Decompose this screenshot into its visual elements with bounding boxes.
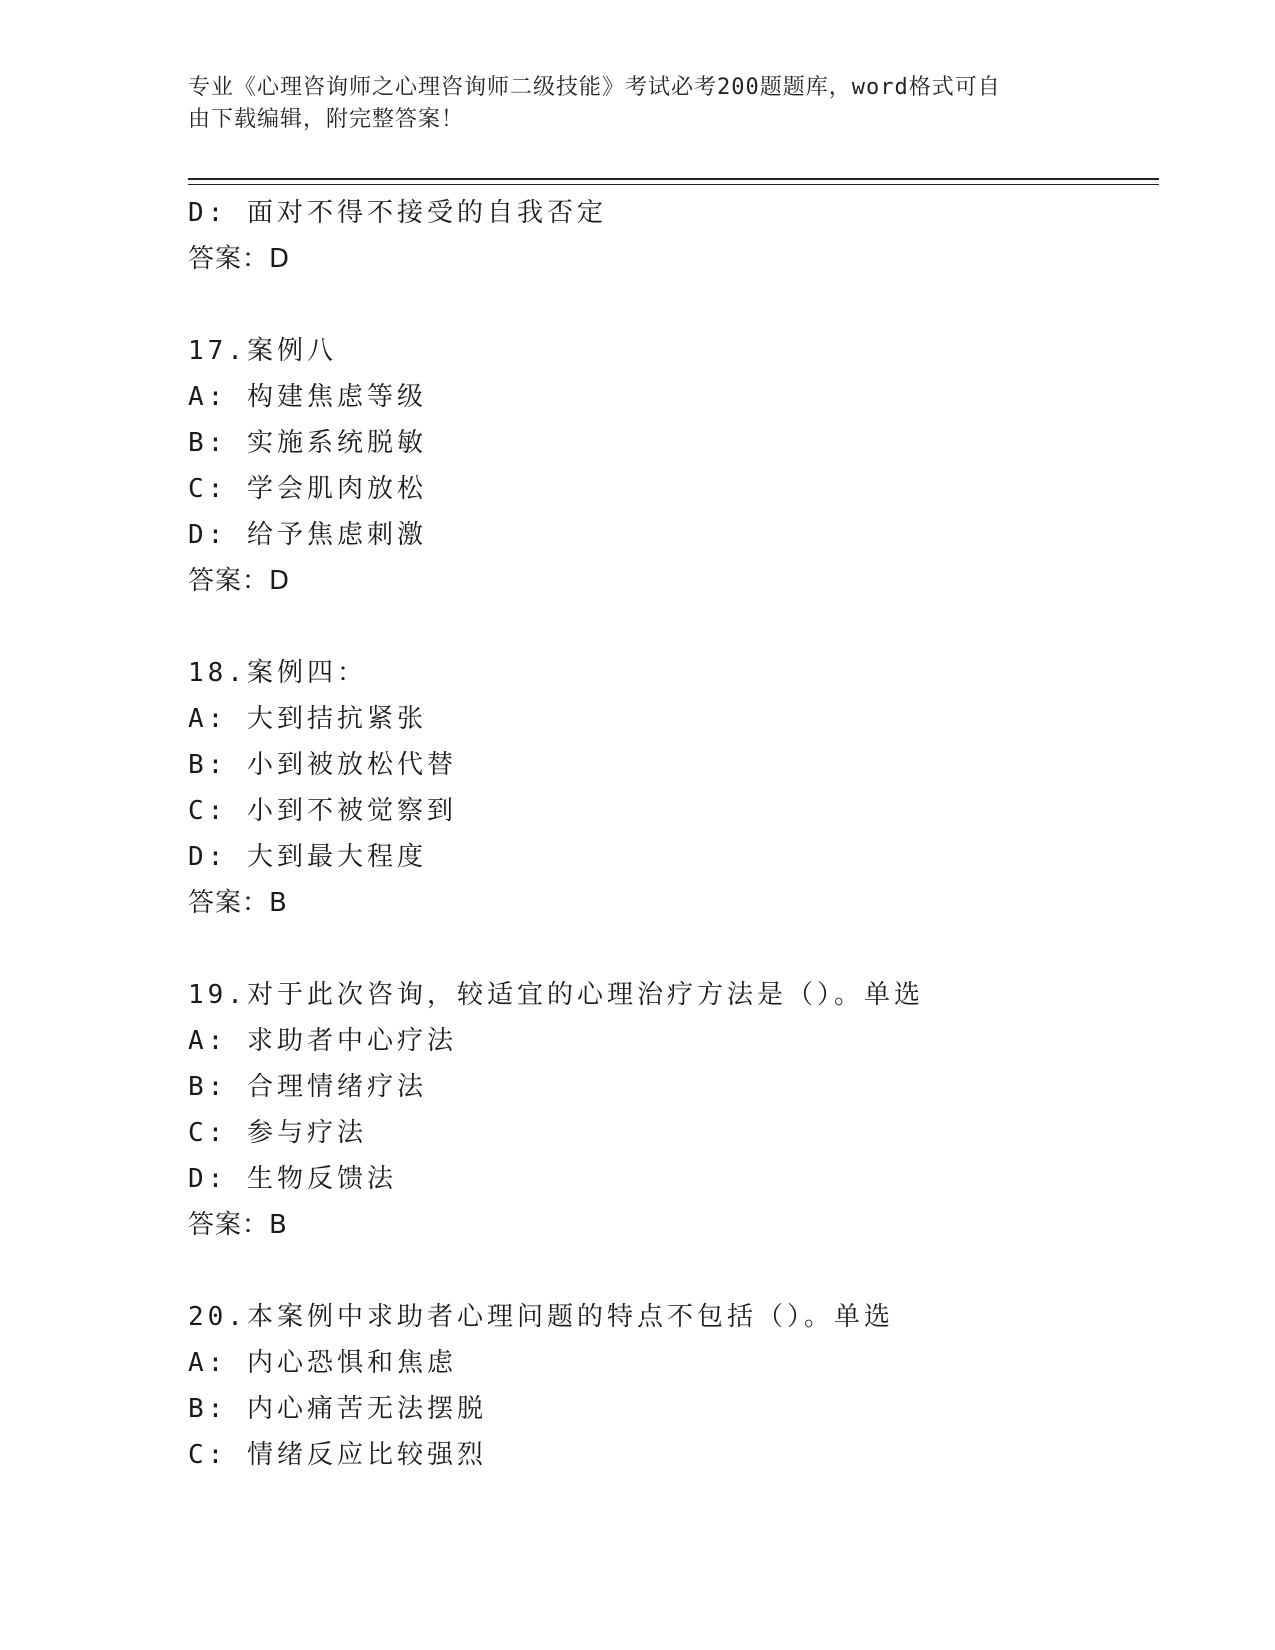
question-stem: 19.对于此次咨询，较适宜的心理治疗方法是（）。单选 bbox=[188, 980, 924, 1010]
question-17 bbox=[188, 328, 1148, 604]
option-a: A: 内心恐惧和焦虑 bbox=[188, 1348, 457, 1378]
option-b: B: 小到被放松代替 bbox=[188, 750, 457, 780]
spacer bbox=[188, 926, 1148, 972]
answer-line: 答案：B bbox=[188, 1210, 288, 1240]
option-d: D: 大到最大程度 bbox=[188, 842, 427, 872]
header-divider-thick bbox=[188, 178, 1159, 180]
question-16-tail bbox=[188, 190, 1148, 282]
question-list bbox=[188, 190, 1148, 1478]
question-stem: 18.案例四： bbox=[188, 658, 367, 688]
option-a: A: 求助者中心疗法 bbox=[188, 1026, 457, 1056]
option-d: D: 面对不得不接受的自我否定 bbox=[188, 198, 607, 228]
header-divider-thin bbox=[188, 184, 1159, 185]
option-c: C: 参与疗法 bbox=[188, 1118, 367, 1148]
option-b: B: 合理情绪疗法 bbox=[188, 1072, 427, 1102]
header-line-2: 由下载编辑，附完整答案！ bbox=[188, 107, 465, 132]
header-line-1: 专业《心理咨询师之心理咨询师二级技能》考试必考200题题库，word格式可自 bbox=[188, 75, 1001, 100]
question-stem: 20.本案例中求助者心理问题的特点不包括（）。单选 bbox=[188, 1302, 894, 1332]
option-b: B: 实施系统脱敏 bbox=[188, 428, 427, 458]
option-c: C: 学会肌肉放松 bbox=[188, 474, 427, 504]
question-18 bbox=[188, 650, 1148, 926]
spacer bbox=[188, 282, 1148, 328]
question-stem: 17.案例八 bbox=[188, 336, 337, 366]
option-b: B: 内心痛苦无法摆脱 bbox=[188, 1394, 487, 1424]
answer-line: 答案：D bbox=[188, 566, 291, 596]
option-c: C: 小到不被觉察到 bbox=[188, 796, 457, 826]
document-header bbox=[188, 72, 1068, 136]
option-d: D: 给予焦虑刺激 bbox=[188, 520, 427, 550]
spacer bbox=[188, 1248, 1148, 1294]
option-a: A: 大到拮抗紧张 bbox=[188, 704, 427, 734]
answer-line: 答案：B bbox=[188, 888, 288, 918]
option-d: D: 生物反馈法 bbox=[188, 1164, 397, 1194]
option-a: A: 构建焦虑等级 bbox=[188, 382, 427, 412]
question-19 bbox=[188, 972, 1148, 1248]
option-c: C: 情绪反应比较强烈 bbox=[188, 1440, 487, 1470]
answer-line: 答案：D bbox=[188, 244, 291, 274]
spacer bbox=[188, 604, 1148, 650]
question-20 bbox=[188, 1294, 1148, 1478]
